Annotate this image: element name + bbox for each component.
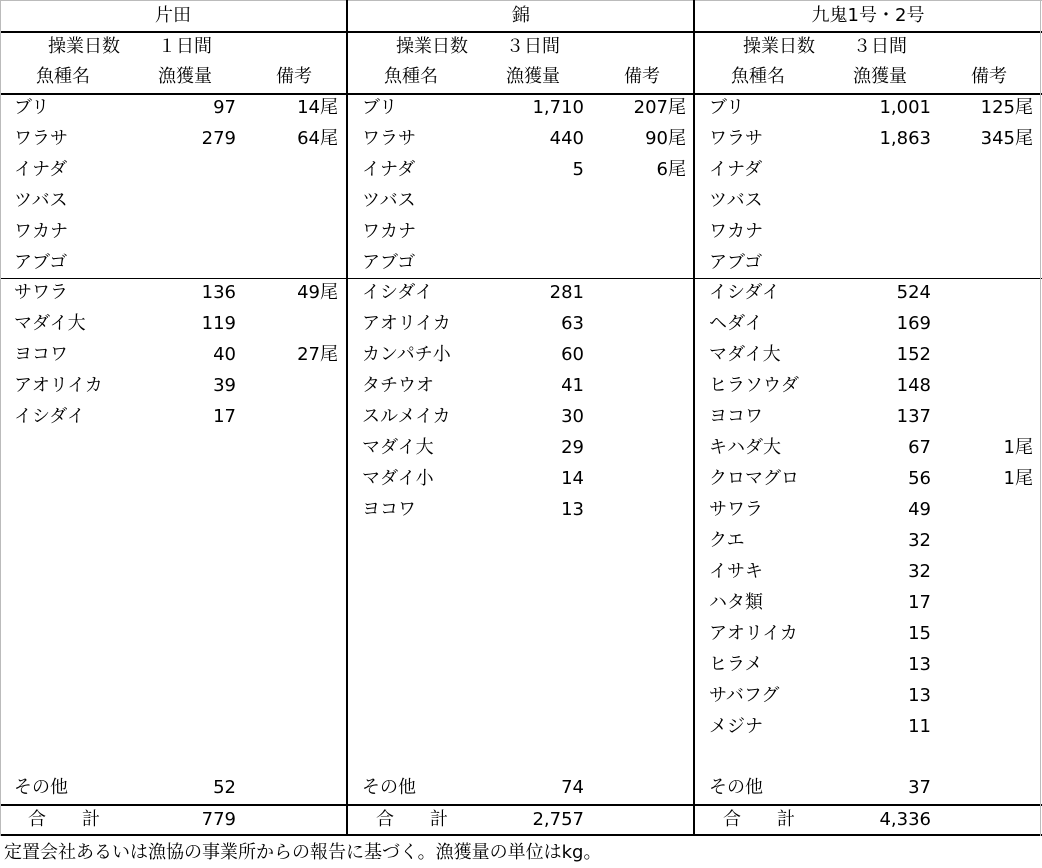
catch-value: 281 xyxy=(549,282,584,303)
catch-value: 1,863 xyxy=(879,128,931,149)
note-value xyxy=(953,495,1033,525)
species-name: クエ xyxy=(709,530,745,551)
note-value xyxy=(606,402,686,432)
catch-value: 11 xyxy=(908,716,931,737)
species-name: アブゴ xyxy=(709,252,763,273)
species-name: ツバス xyxy=(14,190,68,211)
site-name: 錦 xyxy=(512,5,530,26)
days-value: ３日間 xyxy=(853,36,907,57)
note-value xyxy=(606,340,686,370)
note-header: 備考 xyxy=(276,66,312,87)
note-value xyxy=(258,309,338,339)
days-label: 操業日数 xyxy=(396,36,468,57)
note-value: 207尾 xyxy=(633,97,686,118)
note-value xyxy=(606,433,686,463)
note-value xyxy=(953,248,1033,278)
other-value: 52 xyxy=(213,777,236,798)
species-name: マダイ大 xyxy=(709,344,781,365)
species-name: イシダイ xyxy=(362,282,433,303)
site-column xyxy=(695,0,1041,836)
catch-value: 17 xyxy=(213,406,236,427)
species-name: マダイ大 xyxy=(362,437,434,458)
species-name: クロマグロ xyxy=(709,468,799,489)
catch-value xyxy=(831,155,931,185)
note-value xyxy=(953,371,1033,401)
catch-value: 1,001 xyxy=(879,97,931,118)
catch-header: 漁獲量 xyxy=(158,66,212,87)
species-header: 魚種名 xyxy=(731,66,785,87)
species-header: 魚種名 xyxy=(384,66,438,87)
species-name: ヨコワ xyxy=(709,406,763,427)
species-name: キハダ大 xyxy=(709,437,781,458)
species-name: イシダイ xyxy=(14,406,85,427)
species-name: イナダ xyxy=(709,159,763,180)
note-value xyxy=(606,248,686,278)
catch-value: 49 xyxy=(908,499,931,520)
catch-value: 136 xyxy=(201,282,236,303)
site-name: 九鬼1号・2号 xyxy=(811,5,925,26)
species-name: ツバス xyxy=(362,190,416,211)
days-label: 操業日数 xyxy=(48,36,120,57)
note-value xyxy=(953,186,1033,216)
catch-value: 13 xyxy=(908,685,931,706)
catch-value: 39 xyxy=(213,375,236,396)
species-name: ヒラソウダ xyxy=(709,375,799,396)
site-name: 片田 xyxy=(155,5,191,26)
species-name: サバフグ xyxy=(709,685,780,706)
catch-value: 32 xyxy=(908,561,931,582)
species-name: ブリ xyxy=(362,97,398,118)
species-name: イシダイ xyxy=(709,282,780,303)
species-header: 魚種名 xyxy=(36,66,90,87)
other-label: その他 xyxy=(14,777,68,798)
catch-value xyxy=(831,217,931,247)
note-value: 27尾 xyxy=(297,344,338,365)
note-value xyxy=(258,371,338,401)
note-value xyxy=(606,278,686,308)
species-name: ワラサ xyxy=(14,128,68,149)
note-value: 345尾 xyxy=(980,128,1033,149)
catch-value xyxy=(136,248,236,278)
note-value xyxy=(953,712,1033,742)
total-label: 合 計 xyxy=(723,809,795,830)
species-name: ブリ xyxy=(709,97,745,118)
catch-value: 67 xyxy=(908,437,931,458)
species-name: ヒラメ xyxy=(709,654,763,675)
note-value xyxy=(606,495,686,525)
catch-value: 5 xyxy=(572,159,584,180)
catch-value xyxy=(831,186,931,216)
note-value xyxy=(953,340,1033,370)
catch-value: 30 xyxy=(561,406,584,427)
catch-value: 97 xyxy=(213,97,236,118)
note-value xyxy=(258,402,338,432)
catch-value: 15 xyxy=(908,623,931,644)
species-name: ワラサ xyxy=(709,128,763,149)
note-value xyxy=(953,402,1033,432)
species-name: マダイ大 xyxy=(14,313,86,334)
other-label: その他 xyxy=(362,777,416,798)
note-value xyxy=(953,278,1033,308)
total-value: 779 xyxy=(201,809,236,830)
footnote: 定置会社あるいは漁協の事業所からの報告に基づく。漁獲量の単位はkg。 xyxy=(4,842,602,863)
note-value xyxy=(258,217,338,247)
catch-value: 13 xyxy=(908,654,931,675)
catch-value: 40 xyxy=(213,344,236,365)
species-name: イナダ xyxy=(362,159,416,180)
species-name: アブゴ xyxy=(362,252,416,273)
note-value xyxy=(953,650,1033,680)
catch-value xyxy=(484,248,584,278)
note-value xyxy=(258,186,338,216)
species-name: アオリイカ xyxy=(362,313,451,334)
species-name: マダイ小 xyxy=(362,468,434,489)
species-name: サワラ xyxy=(14,282,68,303)
catch-value: 17 xyxy=(908,592,931,613)
catch-value: 279 xyxy=(201,128,236,149)
note-value xyxy=(953,619,1033,649)
species-name: メジナ xyxy=(709,716,763,737)
catch-value: 60 xyxy=(561,344,584,365)
species-name: サワラ xyxy=(709,499,763,520)
species-name: ヨコワ xyxy=(14,344,68,365)
species-name: アオリイカ xyxy=(709,623,798,644)
days-label: 操業日数 xyxy=(743,36,815,57)
species-name: ツバス xyxy=(709,190,763,211)
note-header: 備考 xyxy=(971,66,1007,87)
species-name: タチウオ xyxy=(362,375,434,396)
note-value xyxy=(258,248,338,278)
note-value: 6尾 xyxy=(656,159,686,180)
catch-value: 119 xyxy=(201,313,236,334)
catch-value: 29 xyxy=(561,437,584,458)
total-value: 2,757 xyxy=(532,809,584,830)
note-value xyxy=(953,557,1033,587)
other-value: 74 xyxy=(561,777,584,798)
note-value: 1尾 xyxy=(1003,468,1033,489)
species-name: イサキ xyxy=(709,561,763,582)
species-name: ヘダイ xyxy=(709,313,763,334)
catch-value xyxy=(136,186,236,216)
note-value xyxy=(953,217,1033,247)
catch-value xyxy=(484,186,584,216)
species-name: ワカナ xyxy=(14,221,68,242)
catch-value: 41 xyxy=(561,375,584,396)
catch-value xyxy=(136,217,236,247)
other-label: その他 xyxy=(709,777,763,798)
note-value xyxy=(953,155,1033,185)
total-label: 合 計 xyxy=(376,809,448,830)
note-value xyxy=(606,464,686,494)
site-column xyxy=(348,0,694,836)
note-value xyxy=(953,309,1033,339)
catch-value: 32 xyxy=(908,530,931,551)
note-value xyxy=(606,186,686,216)
catch-value: 152 xyxy=(896,344,931,365)
catch-value: 148 xyxy=(896,375,931,396)
note-value xyxy=(953,588,1033,618)
note-value: 49尾 xyxy=(297,282,338,303)
site-column xyxy=(0,0,346,836)
days-value: ３日間 xyxy=(506,36,560,57)
species-name: アオリイカ xyxy=(14,375,103,396)
note-value xyxy=(606,309,686,339)
species-name: ワラサ xyxy=(362,128,416,149)
catch-value xyxy=(831,248,931,278)
catch-header: 漁獲量 xyxy=(853,66,907,87)
species-name: カンパチ小 xyxy=(362,344,451,365)
note-value xyxy=(606,217,686,247)
catch-header: 漁獲量 xyxy=(506,66,560,87)
note-value: 125尾 xyxy=(980,97,1033,118)
catch-value: 440 xyxy=(549,128,584,149)
species-name: アブゴ xyxy=(14,252,68,273)
total-value: 4,336 xyxy=(879,809,931,830)
catch-value: 137 xyxy=(896,406,931,427)
species-name: スルメイカ xyxy=(362,406,451,427)
note-value: 90尾 xyxy=(645,128,686,149)
note-header: 備考 xyxy=(624,66,660,87)
note-value: 14尾 xyxy=(297,97,338,118)
species-name: イナダ xyxy=(14,159,68,180)
catch-value: 169 xyxy=(896,313,931,334)
species-name: ハタ類 xyxy=(709,592,763,613)
catch-value xyxy=(136,155,236,185)
note-value: 1尾 xyxy=(1003,437,1033,458)
total-label: 合 計 xyxy=(28,809,100,830)
note-value xyxy=(258,155,338,185)
catch-value: 1,710 xyxy=(532,97,584,118)
species-name: ワカナ xyxy=(362,221,416,242)
note-value xyxy=(953,526,1033,556)
note-value: 64尾 xyxy=(297,128,338,149)
species-name: ワカナ xyxy=(709,221,763,242)
note-value xyxy=(606,371,686,401)
note-value xyxy=(953,681,1033,711)
catch-value: 13 xyxy=(561,499,584,520)
days-value: １日間 xyxy=(158,36,212,57)
species-name: ヨコワ xyxy=(362,499,416,520)
catch-value: 524 xyxy=(896,282,931,303)
catch-value: 56 xyxy=(908,468,931,489)
catch-value: 14 xyxy=(561,468,584,489)
species-name: ブリ xyxy=(14,97,50,118)
catch-value: 63 xyxy=(561,313,584,334)
catch-value xyxy=(484,217,584,247)
other-value: 37 xyxy=(908,777,931,798)
